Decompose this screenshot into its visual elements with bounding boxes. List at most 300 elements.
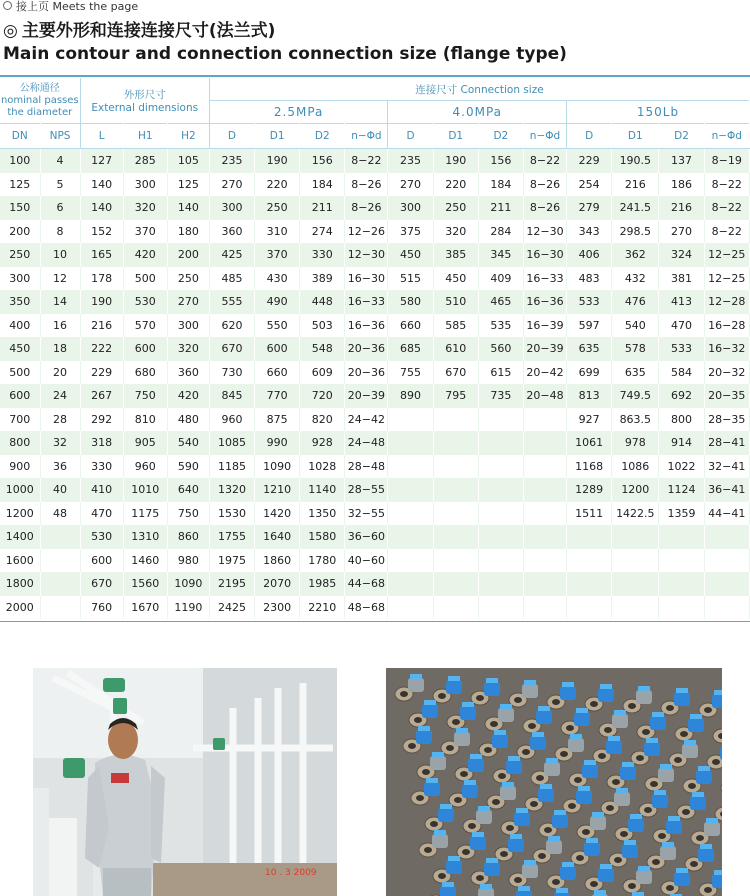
table-row — [0, 431, 750, 455]
table-cell: 18 — [40, 337, 80, 361]
table-cell: 20−36 — [345, 337, 388, 361]
table-row — [0, 525, 750, 549]
table-cell: 292 — [80, 408, 123, 432]
table-row — [0, 502, 750, 526]
table-cell: 1600 — [0, 549, 40, 573]
table-body — [0, 149, 750, 620]
table-cell — [567, 549, 612, 573]
dimension-table — [0, 78, 750, 619]
table-cell: 28−55 — [345, 478, 388, 502]
table-cell: 28−48 — [345, 455, 388, 479]
table-cell: 660 — [255, 361, 300, 385]
page-title-english: Main contour and connection connection size (flange type) — [3, 44, 567, 64]
table-cell: 381 — [659, 267, 704, 291]
table-cell: 389 — [300, 267, 345, 291]
table-cell: 1780 — [300, 549, 345, 573]
table-cell: 8−22 — [704, 173, 749, 197]
table-cell: 465 — [478, 290, 523, 314]
table-cell: 432 — [612, 267, 659, 291]
table-cell: 1022 — [659, 455, 704, 479]
table-cell: 140 — [80, 196, 123, 220]
table-cell: 1511 — [567, 502, 612, 526]
table-cell: 1090 — [167, 572, 209, 596]
table-cell: 533 — [659, 337, 704, 361]
table-cell: 184 — [300, 173, 345, 197]
table-cell: 540 — [167, 431, 209, 455]
table-cell — [523, 455, 566, 479]
table-cell: 1350 — [300, 502, 345, 526]
table-cell: 180 — [167, 220, 209, 244]
table-cell: 400 — [0, 314, 40, 338]
table-cell: 150 — [0, 196, 40, 220]
table-cell: 10 — [40, 243, 80, 267]
column-header: n−Φd — [345, 124, 388, 149]
table-cell: 300 — [388, 196, 433, 220]
table-cell: 1200 — [0, 502, 40, 526]
table-cell: 20−36 — [345, 361, 388, 385]
table-cell: 24 — [40, 384, 80, 408]
table-cell: 137 — [659, 149, 704, 173]
table-cell: 699 — [567, 361, 612, 385]
table-cell: 530 — [123, 290, 167, 314]
table-cell: 229 — [567, 149, 612, 173]
table-cell: 600 — [0, 384, 40, 408]
table-cell: 12−25 — [704, 267, 749, 291]
breadcrumb-text: 接上页 Meets the page — [16, 0, 139, 13]
table-cell — [659, 549, 704, 573]
table-cell: 16−28 — [704, 314, 749, 338]
table-cell: 450 — [0, 337, 40, 361]
table-cell: 585 — [433, 314, 478, 338]
table-cell: 274 — [300, 220, 345, 244]
table-cell: 125 — [0, 173, 40, 197]
table-cell — [433, 525, 478, 549]
table-cell: 298.5 — [612, 220, 659, 244]
table-row — [0, 408, 750, 432]
table-cell: 140 — [80, 173, 123, 197]
table-cell: 216 — [80, 314, 123, 338]
table-cell: 1000 — [0, 478, 40, 502]
table-cell: 8−26 — [523, 196, 566, 220]
column-header: D1 — [433, 124, 478, 149]
column-header: H1 — [123, 124, 167, 149]
table-cell: 44−41 — [704, 502, 749, 526]
photo-date-stamp: 10 . 3 2009 — [265, 868, 317, 878]
table-row — [0, 596, 750, 620]
title-zh-text: 主要外形和连接连接尺寸(法兰式) — [21, 21, 276, 41]
table-cell: 320 — [167, 337, 209, 361]
column-header: n−Φd — [704, 124, 749, 149]
table-cell: 36−41 — [704, 478, 749, 502]
table-cell: 1090 — [255, 455, 300, 479]
table-cell: 300 — [167, 314, 209, 338]
table-cell: 156 — [300, 149, 345, 173]
table-cell: 254 — [567, 173, 612, 197]
column-header: D2 — [659, 124, 704, 149]
table-cell: 105 — [167, 149, 209, 173]
table-cell: 8 — [40, 220, 80, 244]
table-cell: 845 — [209, 384, 254, 408]
header-nominal — [0, 78, 80, 124]
column-header-row — [0, 124, 750, 149]
table-cell: 600 — [80, 549, 123, 573]
table-cell: 600 — [123, 337, 167, 361]
table-cell: 320 — [433, 220, 478, 244]
table-cell: 200 — [0, 220, 40, 244]
table-cell: 1175 — [123, 502, 167, 526]
table-cell: 320 — [123, 196, 167, 220]
table-cell — [567, 525, 612, 549]
table-cell: 140 — [167, 196, 209, 220]
table-cell: 125 — [167, 173, 209, 197]
table-cell: 40−60 — [345, 549, 388, 573]
table-cell: 222 — [80, 337, 123, 361]
table-cell: 16−39 — [523, 314, 566, 338]
table-cell: 229 — [80, 361, 123, 385]
table-cell: 409 — [478, 267, 523, 291]
table-cell: 670 — [209, 337, 254, 361]
table-cell: 8−19 — [704, 149, 749, 173]
table-cell: 548 — [300, 337, 345, 361]
table-cell: 2000 — [0, 596, 40, 620]
table-cell: 795 — [433, 384, 478, 408]
header-external — [80, 78, 209, 124]
table-cell — [659, 572, 704, 596]
header-nominal-en2: the diameter — [7, 106, 73, 118]
table-cell: 1580 — [300, 525, 345, 549]
table-cell — [612, 596, 659, 620]
table-cell: 343 — [567, 220, 612, 244]
table-cell: 300 — [209, 196, 254, 220]
table-cell: 1359 — [659, 502, 704, 526]
table-cell: 24−48 — [345, 431, 388, 455]
table-cell: 12 — [40, 267, 80, 291]
table-cell: 635 — [567, 337, 612, 361]
table-cell: 810 — [123, 408, 167, 432]
table-cell: 1800 — [0, 572, 40, 596]
table-cell: 470 — [80, 502, 123, 526]
table-cell: 190 — [255, 149, 300, 173]
column-header: D2 — [478, 124, 523, 149]
table-cell: 1190 — [167, 596, 209, 620]
table-cell — [478, 525, 523, 549]
table-cell: 960 — [209, 408, 254, 432]
table-cell: 16−36 — [345, 314, 388, 338]
table-cell: 500 — [123, 267, 167, 291]
table-row — [0, 337, 750, 361]
table-cell: 480 — [167, 408, 209, 432]
column-header: DN — [0, 124, 40, 149]
table-cell: 12−30 — [523, 220, 566, 244]
table-cell: 610 — [433, 337, 478, 361]
table-row — [0, 196, 750, 220]
table-cell: 670 — [80, 572, 123, 596]
table-cell: 32 — [40, 431, 80, 455]
table-cell: 750 — [123, 384, 167, 408]
table-cell — [567, 572, 612, 596]
table-cell — [523, 572, 566, 596]
column-header: H2 — [167, 124, 209, 149]
table-cell: 578 — [612, 337, 659, 361]
table-cell: 318 — [80, 431, 123, 455]
table-cell: 2300 — [255, 596, 300, 620]
table-cell: 735 — [478, 384, 523, 408]
table-cell: 36−60 — [345, 525, 388, 549]
table-cell: 32−55 — [345, 502, 388, 526]
table-cell: 360 — [209, 220, 254, 244]
table-cell — [659, 525, 704, 549]
table-cell: 270 — [209, 173, 254, 197]
table-cell: 410 — [80, 478, 123, 502]
table-cell: 413 — [659, 290, 704, 314]
table-cell: 20−35 — [704, 384, 749, 408]
table-cell: 20−48 — [523, 384, 566, 408]
table-cell: 16−33 — [523, 267, 566, 291]
table-cell: 330 — [80, 455, 123, 479]
table-row — [0, 384, 750, 408]
table-row — [0, 314, 750, 338]
table-cell — [388, 502, 433, 526]
table-cell: 24−42 — [345, 408, 388, 432]
table-cell: 16 — [40, 314, 80, 338]
table-cell: 530 — [80, 525, 123, 549]
top-divider — [0, 75, 750, 77]
table-cell: 533 — [567, 290, 612, 314]
table-cell: 279 — [567, 196, 612, 220]
table-cell: 1975 — [209, 549, 254, 573]
table-cell: 770 — [255, 384, 300, 408]
table-cell: 235 — [388, 149, 433, 173]
table-cell: 660 — [388, 314, 433, 338]
column-header: D — [567, 124, 612, 149]
table-cell: 1061 — [567, 431, 612, 455]
table-cell: 1310 — [123, 525, 167, 549]
table-cell: 28 — [40, 408, 80, 432]
table-cell: 235 — [209, 149, 254, 173]
table-cell — [388, 408, 433, 432]
table-cell — [478, 502, 523, 526]
table-row — [0, 267, 750, 291]
table-cell — [40, 572, 80, 596]
table-cell: 270 — [167, 290, 209, 314]
table-cell: 635 — [612, 361, 659, 385]
table-cell: 2210 — [300, 596, 345, 620]
table-cell: 6 — [40, 196, 80, 220]
table-row — [0, 572, 750, 596]
table-cell: 1860 — [255, 549, 300, 573]
table-cell — [612, 525, 659, 549]
table-row — [0, 549, 750, 573]
table-cell: 580 — [388, 290, 433, 314]
table-cell: 350 — [0, 290, 40, 314]
table-cell: 324 — [659, 243, 704, 267]
table-cell: 584 — [659, 361, 704, 385]
table-cell: 16−30 — [523, 243, 566, 267]
table-cell: 100 — [0, 149, 40, 173]
table-cell: 406 — [567, 243, 612, 267]
table-cell: 2425 — [209, 596, 254, 620]
page-title-chinese — [3, 20, 275, 42]
table-cell: 250 — [167, 267, 209, 291]
column-header: D1 — [255, 124, 300, 149]
table-cell: 1200 — [612, 478, 659, 502]
table-row — [0, 243, 750, 267]
table-cell: 470 — [659, 314, 704, 338]
header-nominal-zh: 公称通径 — [19, 82, 60, 94]
table-cell — [388, 525, 433, 549]
table-cell: 241.5 — [612, 196, 659, 220]
table-cell: 152 — [80, 220, 123, 244]
table-cell: 44−68 — [345, 572, 388, 596]
table-cell: 2070 — [255, 572, 300, 596]
table-cell: 32−41 — [704, 455, 749, 479]
table-cell — [433, 596, 478, 620]
table-cell — [40, 596, 80, 620]
table-cell — [612, 549, 659, 573]
table-cell: 156 — [478, 149, 523, 173]
table-cell: 760 — [80, 596, 123, 620]
table-cell: 36 — [40, 455, 80, 479]
table-cell — [704, 572, 749, 596]
table-cell: 375 — [388, 220, 433, 244]
table-cell: 370 — [255, 243, 300, 267]
table-cell — [388, 431, 433, 455]
table-cell: 640 — [167, 478, 209, 502]
table-cell — [478, 596, 523, 620]
table-cell: 250 — [433, 196, 478, 220]
header-external-en: External dimensions — [91, 102, 199, 114]
table-cell: 362 — [612, 243, 659, 267]
circle-bullet-icon — [3, 1, 12, 10]
table-cell — [40, 549, 80, 573]
table-cell: 980 — [167, 549, 209, 573]
table-cell: 503 — [300, 314, 345, 338]
table-cell: 540 — [612, 314, 659, 338]
table-cell: 1140 — [300, 478, 345, 502]
table-cell: 560 — [478, 337, 523, 361]
table-cell: 1320 — [209, 478, 254, 502]
table-cell: 370 — [123, 220, 167, 244]
table-cell — [478, 455, 523, 479]
table-cell: 483 — [567, 267, 612, 291]
table-cell: 28−35 — [704, 408, 749, 432]
table-cell: 800 — [659, 408, 704, 432]
table-cell: 615 — [478, 361, 523, 385]
table-cell — [659, 596, 704, 620]
table-cell: 270 — [388, 173, 433, 197]
table-cell: 555 — [209, 290, 254, 314]
table-cell — [40, 525, 80, 549]
table-cell: 685 — [388, 337, 433, 361]
table-cell: 14 — [40, 290, 80, 314]
table-cell: 1124 — [659, 478, 704, 502]
table-cell: 48−68 — [345, 596, 388, 620]
table-cell: 620 — [209, 314, 254, 338]
table-cell — [433, 408, 478, 432]
table-cell: 1640 — [255, 525, 300, 549]
table-row — [0, 173, 750, 197]
photo-factory-worker — [33, 668, 337, 896]
table-cell: 927 — [567, 408, 612, 432]
table-cell: 730 — [209, 361, 254, 385]
table-cell: 1422.5 — [612, 502, 659, 526]
table-cell: 16−33 — [345, 290, 388, 314]
table-cell: 485 — [209, 267, 254, 291]
table-cell: 609 — [300, 361, 345, 385]
table-cell: 190 — [80, 290, 123, 314]
table-cell — [478, 478, 523, 502]
table-cell: 450 — [388, 243, 433, 267]
double-circle-icon: ◎ — [3, 21, 18, 41]
table-cell: 570 — [123, 314, 167, 338]
table-cell: 250 — [255, 196, 300, 220]
table-cell: 16−32 — [704, 337, 749, 361]
table-row — [0, 220, 750, 244]
header-pressure-2-5: 2.5MPa — [209, 101, 388, 124]
table-cell — [523, 596, 566, 620]
table-cell — [433, 549, 478, 573]
table-cell: 211 — [300, 196, 345, 220]
table-cell: 720 — [300, 384, 345, 408]
table-cell: 12−30 — [345, 243, 388, 267]
column-header: D2 — [300, 124, 345, 149]
table-cell: 890 — [388, 384, 433, 408]
table-cell: 550 — [255, 314, 300, 338]
table-cell — [478, 431, 523, 455]
table-cell: 270 — [659, 220, 704, 244]
table-cell: 420 — [123, 243, 167, 267]
table-cell: 1530 — [209, 502, 254, 526]
header-nominal-en1: nominal passes — [0, 94, 79, 106]
header-pressure-4-0: 4.0MPa — [388, 101, 567, 124]
table-cell — [433, 431, 478, 455]
valve-rows-image — [386, 668, 722, 896]
table-cell: 905 — [123, 431, 167, 455]
table-cell: 28−41 — [704, 431, 749, 455]
table-cell: 300 — [123, 173, 167, 197]
table-cell: 16−30 — [345, 267, 388, 291]
table-cell — [704, 549, 749, 573]
table-cell: 8−26 — [523, 173, 566, 197]
table-cell: 8−26 — [345, 173, 388, 197]
table-cell — [433, 502, 478, 526]
table-cell: 2195 — [209, 572, 254, 596]
column-header: NPS — [40, 124, 80, 149]
table-cell: 500 — [0, 361, 40, 385]
table-cell: 250 — [0, 243, 40, 267]
table-cell: 692 — [659, 384, 704, 408]
table-cell: 20−42 — [523, 361, 566, 385]
table-cell — [612, 572, 659, 596]
table-cell — [704, 596, 749, 620]
table-cell: 1755 — [209, 525, 254, 549]
table-cell: 285 — [123, 149, 167, 173]
table-cell: 300 — [0, 267, 40, 291]
table-cell — [433, 478, 478, 502]
table-cell: 20−39 — [345, 384, 388, 408]
table-cell: 8−22 — [523, 149, 566, 173]
table-cell: 20−32 — [704, 361, 749, 385]
column-header: D — [388, 124, 433, 149]
table-cell: 5 — [40, 173, 80, 197]
table-cell: 860 — [167, 525, 209, 549]
table-cell: 310 — [255, 220, 300, 244]
table-cell: 1085 — [209, 431, 254, 455]
breadcrumb — [3, 0, 138, 14]
table-cell: 1560 — [123, 572, 167, 596]
table-cell: 165 — [80, 243, 123, 267]
table-cell: 385 — [433, 243, 478, 267]
